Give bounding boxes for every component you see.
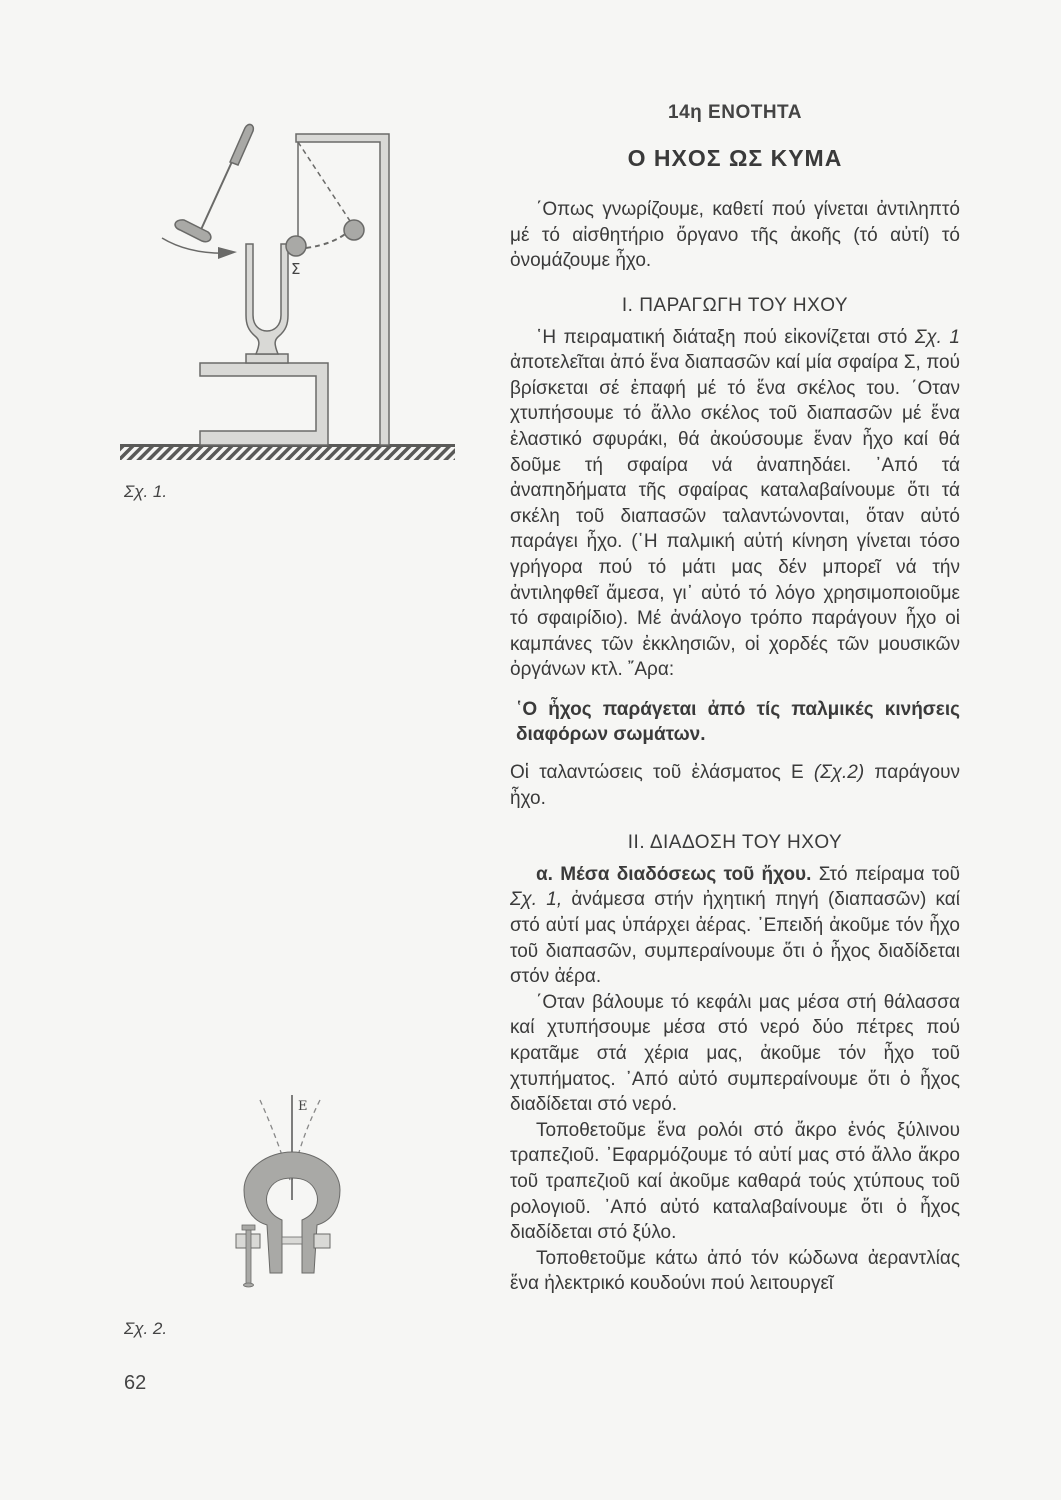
heading-sound-production: Ι. ΠΑΡΑΓΩΓΗ ΤΟΥ ΗΧΟΥ — [621, 294, 849, 316]
sphere-label: Σ — [291, 260, 301, 278]
section-number: 14η ΕΝΟΤΗΤΑ — [668, 102, 802, 123]
figure-reference: Σχ. 1 — [914, 326, 960, 348]
figure-reference: (Σχ.2) — [813, 762, 865, 784]
page-number: 62 — [124, 1372, 147, 1394]
paragraph-air — [510, 862, 960, 990]
text-run: Οἱ ταλαντώσεις τοῦ ἐλάσματος Ε — [510, 762, 814, 784]
text-run: παράγουν ἦχο. — [510, 762, 961, 809]
paragraph-bell-jar: Τοποθετοῦμε κάτω ἀπό τόν κώδωνα ἀεραντλίας ἕνα ἠλεκτρικό κουδούνι πού λειτουργεῖ — [510, 1247, 960, 1295]
text-run: ἀνάμεσα στήν ἠχητική πηγή (διαπασῶν) καί στό αὐτί μας ὑπάρχει ἀέρας. ᾿Επειδή ἀκοῦμε τόν ἦχο τοῦ διαπασῶν, συμπεραίνουμε ὅτι ὁ ἦχος διαδίδεται στόν ἀέρα. — [510, 889, 961, 988]
figure-1-caption: Σχ. 1. — [124, 482, 168, 501]
law-statement: ῾Ο ἦχος παράγεται ἀπό τίς παλμικές κινήσεις διαφόρων σωμάτων. — [516, 698, 960, 746]
paragraph-experiment — [510, 325, 960, 683]
figure-2-vibrating-strip — [220, 1090, 350, 1300]
figure-2-caption: Σχ. 2. — [124, 1319, 168, 1338]
figure-1-tuning-fork-experiment — [110, 110, 470, 460]
paragraph-strip — [510, 760, 960, 811]
text-run: Στό πείραμα τοῦ — [811, 863, 960, 885]
text-run: ἀποτελεῖται ἀπό ἕνα διαπασῶν καί μία σφαίρα Σ, πού βρίσκεται σέ ἐπαφή μέ τό ἕνα σκέλος του. ΄Οταν χτυπήσουμε τό ἄλλο σκέλος τοῦ διαπασῶν μέ ἕνα ἐλαστικό σφυράκι, θά ἀκούσουμε ἕναν ἦχο καί θά δοῦμε τή σφαίρα νά ἀναπηδάει. ᾿Από τά ἀναπηδήματα τῆς σφαίρας καταλαβαίνουμε ὅτι τά σκέλη τοῦ διαπασῶν ταλαντώνονται, ὅταν αὐτό παράγει ἦχο. (῾Η παλμική αὐτή κίνηση γίνεται τόσο γρήγορα πού τό μάτι μας δέν μπορεῖ νά τήν ἀντιληφθεῖ ἄμεσα, γι᾿ αὐτό τό λόγο χρησιμοποιοῦμε τό σφαιρίδιο). Μέ ἀνάλογο τρόπο παράγουν ἦχο οἱ καμπάνες τῶν ἐκκλησιῶν, οἱ χορδές τῶν μουσικῶν ὀργάνων κτλ. ῎Αρα: — [510, 352, 960, 681]
heading-sound-propagation: ΙΙ. ΔΙΑΔΟΣΗ ΤΟΥ ΗΧΟΥ — [627, 832, 843, 854]
paragraph-wood: Τοποθετοῦμε ἕνα ρολόι στό ἄκρο ἑνός ξύλινου τραπεζιοῦ. ᾿Εφαρμόζουμε τό αὐτί μας στό ἄλλο ἄκρο τοῦ τραπεζιοῦ καί ἀκοῦμε καθαρά τούς χτύπους τοῦ ρολογιοῦ. ᾿Από αὐτό καταλαβαίνουμε ὅτι ὁ ἦχος διαδίδεται στό ξύλο. — [510, 1119, 960, 1244]
figure-reference: Σχ. 1, — [510, 889, 563, 911]
text-column — [510, 100, 960, 1297]
subsection-label: α. Μέσα διαδόσεως τοῦ ἤχου. — [536, 863, 812, 885]
section-title: Ο ΗΧΟΣ ΩΣ ΚΥΜΑ — [627, 144, 843, 171]
text-run: ῾Η πειραματική διάταξη πού εἰκονίζεται στό — [536, 326, 915, 348]
strip-label: Ε — [298, 1099, 308, 1114]
paragraph-water: ΄Οταν βάλουμε τό κεφάλι μας μέσα στή θάλασσα καί χτυπήσουμε μέσα στό νερό δύο πέτρες πού κρατᾶμε στά χέρια μας, ἀκοῦμε τόν ἦχο τοῦ χτυπήματος. ᾿Από αὐτό συμπεραίνουμε ὅτι ὁ ἦχος διαδίδεται στό νερό. — [510, 991, 960, 1116]
intro-paragraph: ΄Οπως γνωρίζουμε, καθετί πού γίνεται ἀντιληπτό μέ τό αἰσθητήριο ὄργανο τῆς ἀκοῆς (τό αὐτί) τό ὀνομάζουμε ἦχο. — [510, 199, 960, 272]
